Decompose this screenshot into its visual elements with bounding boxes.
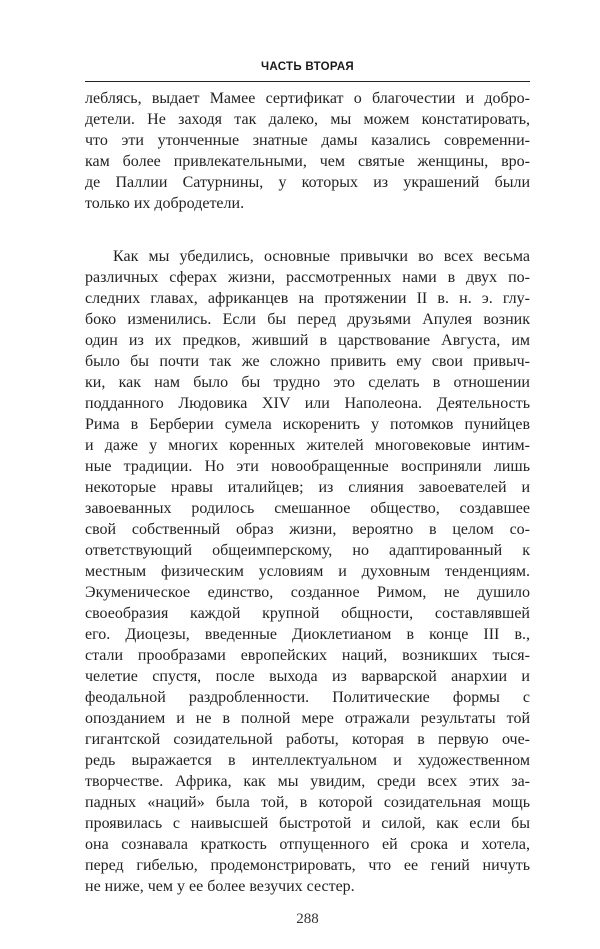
text-line: что эти утонченные знатные дамы казались современни-: [85, 132, 530, 149]
text-line: один из их предков, живший в царствование Августа, им: [85, 332, 530, 349]
text-line: леблясь, выдает Мамее сертификат о благочестии и добро-: [85, 90, 530, 107]
text-line: редь выражается в интеллектуальном и художественном: [85, 752, 530, 769]
header-rule: [85, 81, 530, 82]
text-line: Экуменическое единство, созданное Римом, не душило: [85, 584, 530, 601]
text-line: опозданием и не в полной мере отражали результаты той: [85, 710, 530, 727]
text-line: не ниже, чем у ее более везучих сестер.: [85, 878, 355, 895]
paragraph-continued: [85, 88, 530, 214]
text-line: падных «наций» была той, в которой созидательная мощь: [85, 794, 530, 811]
text-line: боко изменились. Если бы перед друзьями Апулея возник: [85, 311, 530, 328]
text-line: только их добродетели.: [85, 195, 245, 212]
text-line: челетие спустя, после выхода из варварской анархии и: [85, 668, 530, 685]
text-line: завоеванных родилось смешанное общество, создавшее: [85, 500, 530, 517]
text-line: ответствующий общеимперскому, но адаптированный к: [85, 542, 530, 559]
text-line: проявилась с наивысшей быстротой и силой, как если бы: [85, 815, 530, 832]
running-header: ЧАСТЬ ВТОРАЯ: [261, 61, 354, 73]
text-line: она сознавала краткость отпущенного ей срока и хотела,: [85, 836, 530, 853]
text-line: детели. Не заходя так далеко, мы можем констатировать,: [85, 111, 530, 128]
text-line: Рима в Берберии сумела искоренить у потомков пунийцев: [85, 416, 530, 433]
text-line: своеобразия каждой крупной общности, составлявшей: [85, 605, 530, 622]
text-line: стали прообразами европейских наций, возникших тыся-: [85, 647, 530, 664]
paragraph-main: [85, 246, 530, 897]
text-line: следних главах, африканцев на протяжении II в. н. э. глу-: [85, 290, 530, 307]
text-line: феодальной раздробленности. Политические формы с: [85, 689, 530, 706]
text-line: кам более привлекательными, чем святые женщины, вро-: [85, 153, 530, 170]
text-line: различных сферах жизни, рассмотренных нами в двух по-: [85, 269, 530, 286]
page-number: 288: [296, 911, 319, 927]
text-line: ки, как нам было бы трудно это сделать в отношении: [85, 374, 530, 391]
text-line: было бы почти так же сложно привить ему свои привыч-: [85, 353, 530, 370]
text-line: местным физическим условиям и духовным тенденциям.: [85, 563, 530, 580]
text-line: Как мы убедились, основные привычки во всех весьма: [113, 248, 530, 265]
text-line: подданного Людовика XIV или Наполеона. Деятельность: [85, 395, 530, 412]
text-line: ные традиции. Но эти новообращенные восприняли лишь: [85, 458, 530, 475]
text-line: творчестве. Африка, как мы увидим, среди всех этих за-: [85, 773, 530, 790]
text-line: де Паллии Сатурнины, у которых из украшений были: [85, 174, 530, 191]
text-line: перед гибелью, продемонстрировать, что ее гений ничуть: [85, 857, 530, 874]
text-line: свой собственный образ жизни, вероятно в целом со-: [85, 521, 530, 538]
text-line: некоторые нравы италийцев; из слияния завоевателей и: [85, 479, 530, 496]
text-line: гигантской созидательной работы, которая в первую оче-: [85, 731, 530, 748]
text-line: его. Диоцезы, введенные Диоклетианом в конце III в.,: [85, 626, 530, 643]
text-line: и даже у многих коренных жителей многовековые интим-: [85, 437, 530, 454]
